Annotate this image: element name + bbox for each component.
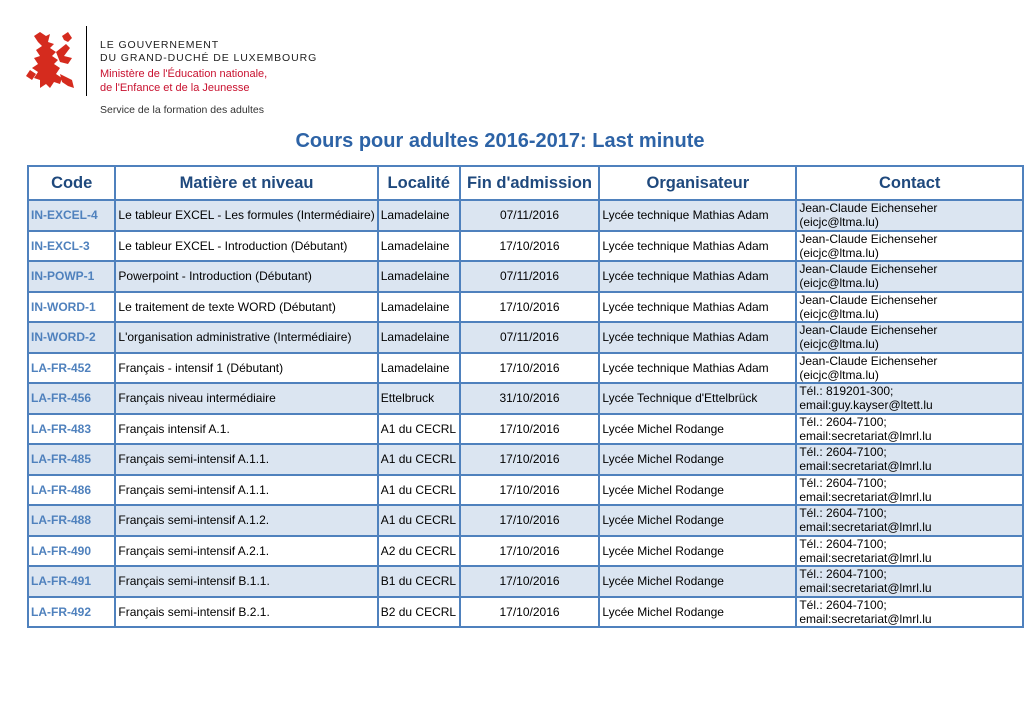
course-subject: Français niveau intermédiaire — [115, 383, 377, 414]
course-locality: Lamadelaine — [378, 353, 460, 384]
header-organizer: Organisateur — [599, 166, 796, 200]
course-deadline: 17/10/2016 — [460, 475, 600, 506]
course-subject: Français intensif A.1. — [115, 414, 377, 445]
course-subject: Français semi-intensif A.2.1. — [115, 536, 377, 567]
contact-line-1: Jean-Claude Eichenseher — [799, 353, 938, 368]
header-subject: Matière et niveau — [115, 166, 377, 200]
table-row — [28, 597, 1023, 628]
course-locality: A2 du CECRL — [378, 536, 460, 567]
contact-line-2: (eicjc@ltma.lu) — [799, 276, 879, 291]
course-organizer: Lycée Michel Rodange — [599, 475, 796, 506]
course-locality: Lamadelaine — [378, 231, 460, 262]
table-row — [28, 444, 1023, 475]
contact-line-2: email:secretariat@lmrl.lu — [799, 459, 932, 474]
header-code: Code — [28, 166, 115, 200]
ministry-line-2: de l'Enfance et de la Jeunesse — [100, 82, 250, 94]
contact-line-2: (eicjc@ltma.lu) — [799, 367, 879, 382]
course-code: IN-EXCL-3 — [28, 231, 115, 262]
course-organizer: Lycée Michel Rodange — [599, 414, 796, 445]
course-organizer: Lycée Michel Rodange — [599, 444, 796, 475]
contact-line-2: email:secretariat@lmrl.lu — [799, 520, 932, 535]
service-name: Service de la formation des adultes — [100, 104, 265, 116]
contact-line-2: (eicjc@ltma.lu) — [799, 245, 879, 260]
gov-line-2: DU GRAND-DUCHÉ DE LUXEMBOURG — [100, 52, 318, 64]
course-subject: Français semi-intensif B.2.1. — [115, 597, 377, 628]
course-locality: A1 du CECRL — [378, 505, 460, 536]
course-code: IN-POWP-1 — [28, 261, 115, 292]
table-row — [28, 231, 1023, 262]
letterhead — [26, 26, 346, 122]
course-deadline: 17/10/2016 — [460, 353, 600, 384]
table-row — [28, 322, 1023, 353]
course-contact — [796, 383, 1023, 414]
header-locality: Localité — [378, 166, 460, 200]
course-deadline: 17/10/2016 — [460, 536, 600, 567]
course-locality: Ettelbruck — [378, 383, 460, 414]
course-deadline: 07/11/2016 — [460, 322, 600, 353]
course-code: LA-FR-452 — [28, 353, 115, 384]
course-subject: L'organisation administrative (Intermédiaire) — [115, 322, 377, 353]
table-row — [28, 261, 1023, 292]
table-header-row — [28, 166, 1023, 200]
course-contact — [796, 414, 1023, 445]
course-contact — [796, 566, 1023, 597]
contact-line-2: email:secretariat@lmrl.lu — [799, 581, 932, 596]
course-code: IN-WORD-2 — [28, 322, 115, 353]
course-locality: Lamadelaine — [378, 261, 460, 292]
course-deadline: 17/10/2016 — [460, 444, 600, 475]
course-locality: B1 du CECRL — [378, 566, 460, 597]
contact-line-1: Jean-Claude Eichenseher — [799, 231, 938, 246]
course-subject: Français semi-intensif A.1.1. — [115, 475, 377, 506]
contact-line-1: Tél.: 819201-300; — [799, 384, 894, 399]
contact-line-1: Tél.: 2604-7100; — [799, 445, 887, 460]
course-locality: A1 du CECRL — [378, 475, 460, 506]
contact-line-1: Jean-Claude Eichenseher — [799, 292, 938, 307]
course-organizer: Lycée Technique d'Ettelbrück — [599, 383, 796, 414]
course-subject: Le tableur EXCEL - Introduction (Débutant) — [115, 231, 377, 262]
course-locality: Lamadelaine — [378, 322, 460, 353]
course-contact — [796, 475, 1023, 506]
contact-line-2: email:guy.kayser@ltett.lu — [799, 398, 933, 413]
course-organizer: Lycée Michel Rodange — [599, 566, 796, 597]
contact-line-1: Tél.: 2604-7100; — [799, 506, 887, 521]
course-deadline: 17/10/2016 — [460, 566, 600, 597]
course-code: LA-FR-456 — [28, 383, 115, 414]
course-code: LA-FR-490 — [28, 536, 115, 567]
course-deadline: 17/10/2016 — [460, 231, 600, 262]
course-subject: Le traitement de texte WORD (Débutant) — [115, 292, 377, 323]
course-organizer: Lycée technique Mathias Adam — [599, 353, 796, 384]
course-contact — [796, 261, 1023, 292]
contact-line-2: email:secretariat@lmrl.lu — [799, 550, 932, 565]
course-subject: Powerpoint - Introduction (Débutant) — [115, 261, 377, 292]
courses-table — [27, 165, 1024, 628]
course-contact — [796, 200, 1023, 231]
course-deadline: 17/10/2016 — [460, 505, 600, 536]
course-locality: A1 du CECRL — [378, 414, 460, 445]
course-organizer: Lycée technique Mathias Adam — [599, 261, 796, 292]
course-code: LA-FR-492 — [28, 597, 115, 628]
contact-line-2: (eicjc@ltma.lu) — [799, 337, 879, 352]
course-subject: Le tableur EXCEL - Les formules (Intermédiaire) — [115, 200, 377, 231]
table-row — [28, 505, 1023, 536]
course-organizer: Lycée technique Mathias Adam — [599, 231, 796, 262]
ministry-line-1: Ministère de l'Éducation nationale, — [100, 68, 268, 80]
contact-line-1: Jean-Claude Eichenseher — [799, 262, 938, 277]
course-organizer: Lycée Michel Rodange — [599, 505, 796, 536]
course-organizer: Lycée Michel Rodange — [599, 597, 796, 628]
course-code: LA-FR-488 — [28, 505, 115, 536]
contact-line-1: Tél.: 2604-7100; — [799, 475, 887, 490]
course-organizer: Lycée Michel Rodange — [599, 536, 796, 567]
course-contact — [796, 292, 1023, 323]
table-row — [28, 414, 1023, 445]
gov-line-1: LE GOUVERNEMENT — [100, 39, 220, 51]
course-contact — [796, 444, 1023, 475]
ministry-name — [100, 67, 267, 95]
course-organizer: Lycée technique Mathias Adam — [599, 322, 796, 353]
contact-line-1: Tél.: 2604-7100; — [799, 414, 887, 429]
course-code: LA-FR-486 — [28, 475, 115, 506]
table-row — [28, 383, 1023, 414]
contact-line-2: email:secretariat@lmrl.lu — [799, 489, 932, 504]
course-subject: Français - intensif 1 (Débutant) — [115, 353, 377, 384]
header-deadline: Fin d'admission — [460, 166, 600, 200]
contact-line-1: Jean-Claude Eichenseher — [799, 323, 938, 338]
table-row — [28, 292, 1023, 323]
course-subject: Français semi-intensif A.1.2. — [115, 505, 377, 536]
contact-line-1: Jean-Claude Eichenseher — [799, 201, 938, 216]
course-locality: Lamadelaine — [378, 292, 460, 323]
course-organizer: Lycée technique Mathias Adam — [599, 292, 796, 323]
course-subject: Français semi-intensif B.1.1. — [115, 566, 377, 597]
table-row — [28, 475, 1023, 506]
contact-line-2: (eicjc@ltma.lu) — [799, 215, 879, 230]
contact-line-1: Tél.: 2604-7100; — [799, 597, 887, 612]
contact-line-1: Tél.: 2604-7100; — [799, 567, 887, 582]
course-locality: A1 du CECRL — [378, 444, 460, 475]
contact-line-2: email:secretariat@lmrl.lu — [799, 428, 932, 443]
contact-line-2: email:secretariat@lmrl.lu — [799, 611, 932, 626]
course-contact — [796, 597, 1023, 628]
course-contact — [796, 353, 1023, 384]
table-row — [28, 353, 1023, 384]
course-deadline: 17/10/2016 — [460, 414, 600, 445]
contact-line-1: Tél.: 2604-7100; — [799, 536, 887, 551]
course-deadline: 07/11/2016 — [460, 261, 600, 292]
table-row — [28, 566, 1023, 597]
course-subject: Français semi-intensif A.1.1. — [115, 444, 377, 475]
government-name — [100, 39, 317, 65]
course-contact — [796, 322, 1023, 353]
course-locality: Lamadelaine — [378, 200, 460, 231]
course-code: IN-WORD-1 — [28, 292, 115, 323]
header-contact: Contact — [796, 166, 1023, 200]
course-organizer: Lycée technique Mathias Adam — [599, 200, 796, 231]
letterhead-divider — [86, 26, 87, 96]
table-row — [28, 200, 1023, 231]
course-deadline: 17/10/2016 — [460, 292, 600, 323]
contact-line-2: (eicjc@ltma.lu) — [799, 306, 879, 321]
course-locality: B2 du CECRL — [378, 597, 460, 628]
course-contact — [796, 536, 1023, 567]
course-deadline: 07/11/2016 — [460, 200, 600, 231]
course-contact — [796, 231, 1023, 262]
course-code: IN-EXCEL-4 — [28, 200, 115, 231]
red-lion-icon — [26, 30, 78, 92]
course-contact — [796, 505, 1023, 536]
course-code: LA-FR-491 — [28, 566, 115, 597]
table-row — [28, 536, 1023, 567]
course-code: LA-FR-485 — [28, 444, 115, 475]
course-deadline: 31/10/2016 — [460, 383, 600, 414]
page-title: Cours pour adultes 2016-2017: Last minute — [295, 130, 705, 152]
course-code: LA-FR-483 — [28, 414, 115, 445]
course-deadline: 17/10/2016 — [460, 597, 600, 628]
